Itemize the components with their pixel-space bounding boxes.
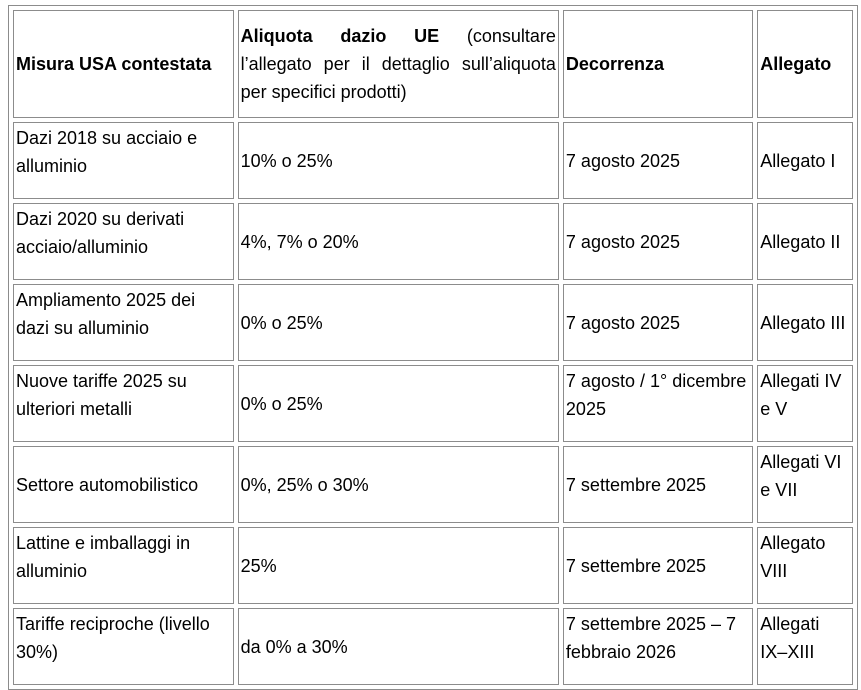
cell-rate: 10% o 25% <box>238 122 559 199</box>
cell-effective: 7 settembre 2025 <box>563 446 753 523</box>
cell-effective: 7 agosto 2025 <box>563 203 753 280</box>
cell-measure: Settore automobilistico <box>13 446 234 523</box>
cell-effective: 7 settembre 2025 <box>563 527 753 604</box>
header-effective: Decorrenza <box>563 10 753 118</box>
table-row <box>13 527 853 604</box>
table-row <box>13 122 853 199</box>
table-row <box>13 608 853 685</box>
cell-annex: Allegato III <box>757 284 853 361</box>
cell-rate: 4%, 7% o 20% <box>238 203 559 280</box>
cell-measure: Ampliamento 2025 dei dazi su alluminio <box>13 284 234 361</box>
cell-rate: 0% o 25% <box>238 284 559 361</box>
table-row <box>13 284 853 361</box>
cell-annex: Allegato I <box>757 122 853 199</box>
cell-rate: 25% <box>238 527 559 604</box>
cell-annex: Allegati VI e VII <box>757 446 853 523</box>
header-measure: Misura USA contestata <box>13 10 234 118</box>
cell-measure: Lattine e imballaggi in alluminio <box>13 527 234 604</box>
cell-effective: 7 settembre 2025 – 7 febbraio 2026 <box>563 608 753 685</box>
header-annex: Allegato <box>757 10 853 118</box>
cell-annex: Allegato VIII <box>757 527 853 604</box>
header-rate-note: (consultare l’allegato per il dettaglio sull’aliquota per specifici prodotti) <box>240 26 556 102</box>
cell-measure: Dazi 2020 su derivati acciaio/alluminio <box>13 203 234 280</box>
cell-annex: Allegati IX–XIII <box>757 608 853 685</box>
cell-rate: 0% o 25% <box>238 365 559 442</box>
table-header-row <box>13 10 853 118</box>
table-row <box>13 365 853 442</box>
cell-annex: Allegati IV e V <box>757 365 853 442</box>
header-rate-title: Aliquota dazio UE <box>240 26 440 46</box>
cell-effective: 7 agosto 2025 <box>563 284 753 361</box>
tariff-table <box>8 5 858 690</box>
cell-effective: 7 agosto / 1° dicembre 2025 <box>563 365 753 442</box>
cell-measure: Dazi 2018 su acciaio e alluminio <box>13 122 234 199</box>
cell-measure: Tariffe reciproche (livello 30%) <box>13 608 234 685</box>
cell-rate: 0%, 25% o 30% <box>238 446 559 523</box>
cell-rate: da 0% a 30% <box>238 608 559 685</box>
table-row <box>13 446 853 523</box>
cell-measure: Nuove tariffe 2025 su ulteriori metalli <box>13 365 234 442</box>
header-rate <box>238 10 559 118</box>
cell-annex: Allegato II <box>757 203 853 280</box>
cell-effective: 7 agosto 2025 <box>563 122 753 199</box>
table-row <box>13 203 853 280</box>
